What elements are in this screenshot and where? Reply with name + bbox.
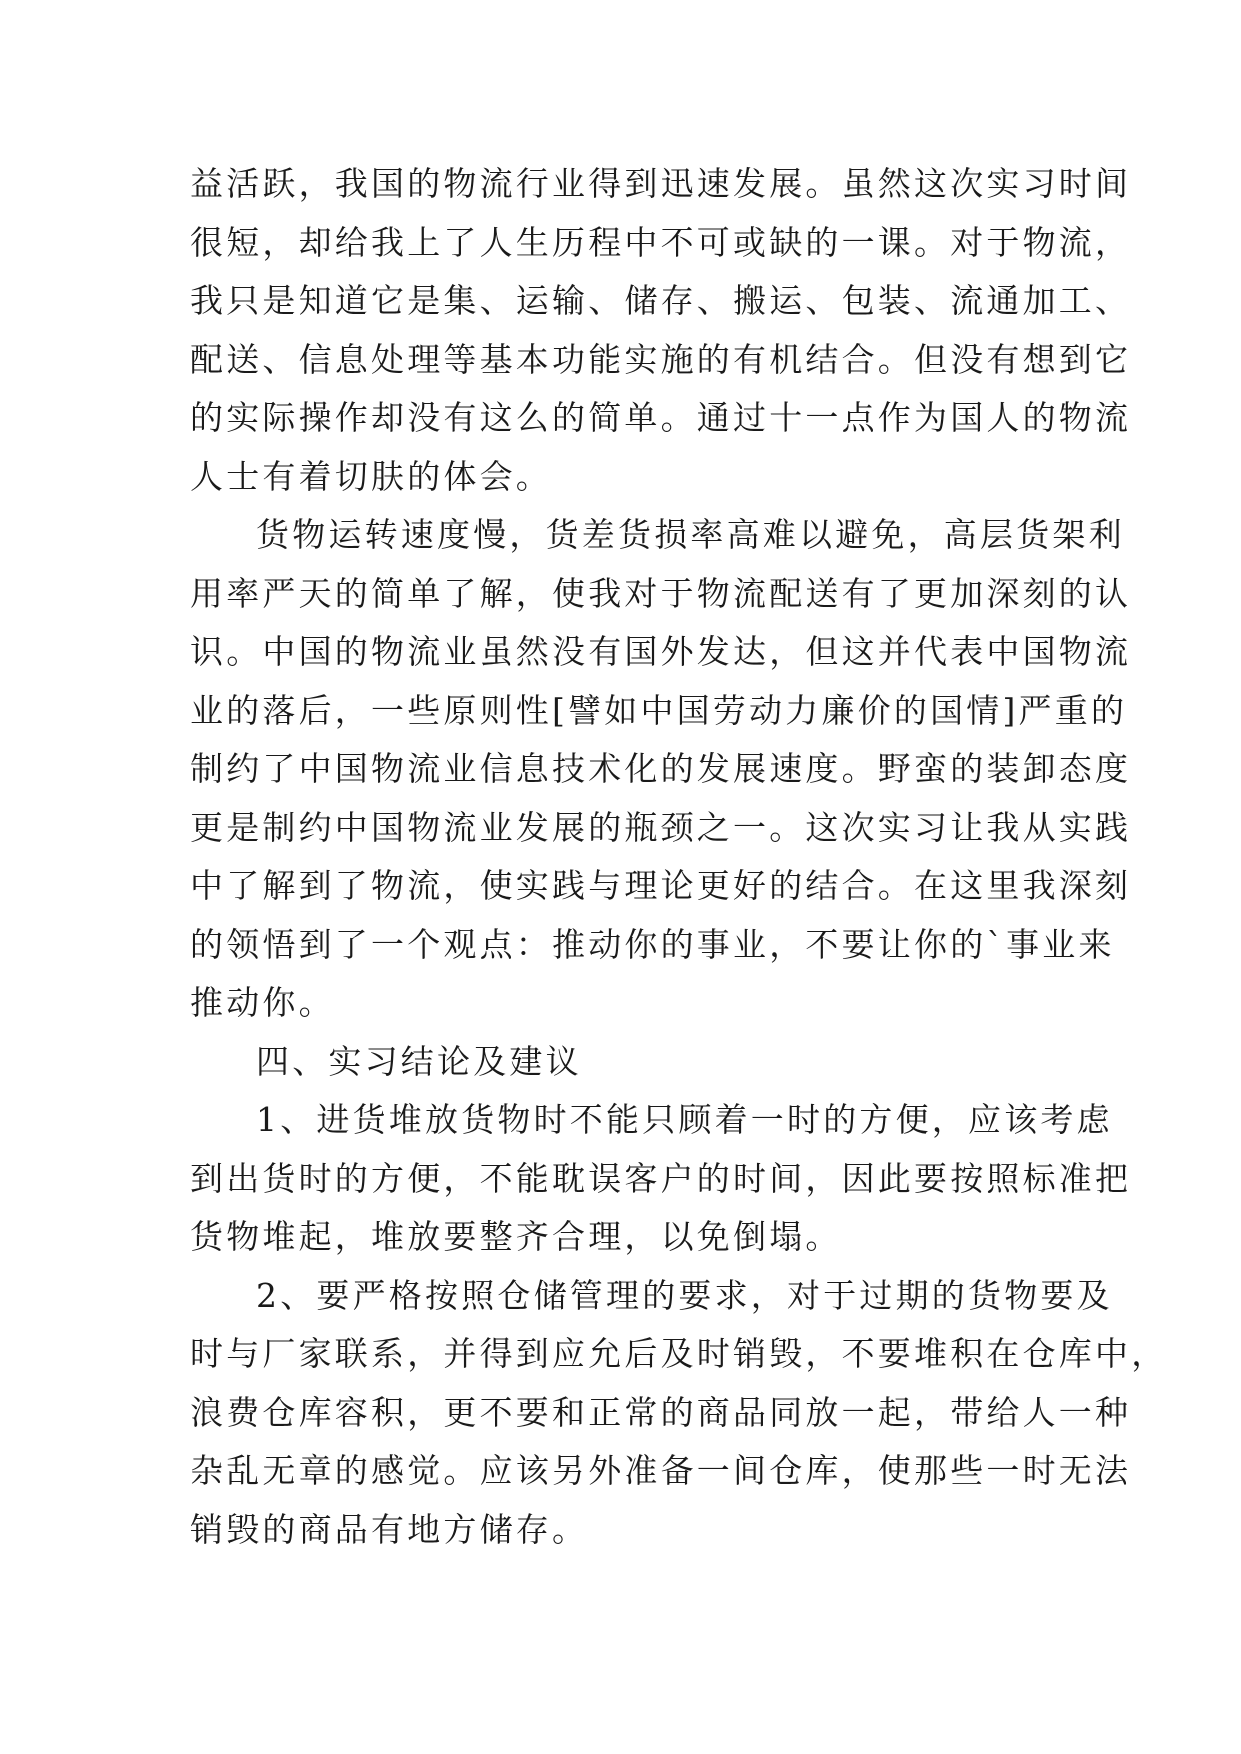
text-line: 的领悟到了一个观点：推动你的事业，不要让你的`事业来 [190,924,1115,964]
paragraph [190,1267,1168,1560]
text-line: 货物堆起，堆放要整齐合理，以免倒塌。 [190,1217,842,1256]
text-line: 货物运转速度慢，货差货损率高难以避免，高层货架利 [256,515,1125,554]
text-line: 的实际操作却没有这么的简单。通过十一点作为国人的物流 [190,398,1132,437]
text-line: 益活跃，我国的物流行业得到迅速发展。虽然这次实习时间 [190,164,1132,203]
text-line: 2、要严格按照仓储管理的要求，对于过期的货物要及 [256,1275,1113,1315]
text-line: 很短，却给我上了人生历程中不可或缺的一课。对于物流， [190,222,1132,262]
text-line: 配送、信息处理等基本功能实施的有机结合。但没有想到它 [190,339,1132,379]
text-line: 人士有着切肤的体会。 [190,456,552,496]
text-line: 浪费仓库容积，更不要和正常的商品同放一起，带给人一种 [190,1392,1132,1432]
text-line: 识。中国的物流业虽然没有国外发达，但这并代表中国物流 [190,632,1132,671]
text-line: 时与厂家联系，并得到应允后及时销毁，不要堆积在仓库中， [190,1334,1168,1373]
document-body [190,155,1168,1559]
text-line: 销毁的商品有地方储存。 [190,1509,589,1549]
paragraph [190,1091,1132,1267]
text-line: 更是制约中国物流业发展的瓶颈之一。这次实习让我从实践 [190,807,1132,847]
heading-line: 四、实习结论及建议 [256,1041,582,1081]
text-line: 用率严天的简单了解，使我对于物流配送有了更加深刻的认 [190,573,1132,613]
text-line: 到出货时的方便，不能耽误客户的时间，因此要按照标准把 [190,1158,1132,1198]
text-line: 中了解到了物流，使实践与理论更好的结合。在这里我深刻 [190,866,1132,905]
text-line: 制约了中国物流业信息技术化的发展速度。野蛮的装卸态度 [190,749,1132,788]
paragraph [190,155,1132,506]
text-line: 业的落后，一些原则性[譬如中国劳动力廉价的国情]严重的 [190,690,1128,730]
paragraph [190,506,1132,1033]
text-line: 推动你。 [190,983,335,1022]
section-heading [190,1033,1050,1092]
text-line: 1、进货堆放货物时不能只顾着一时的方便，应该考虑 [256,1100,1113,1139]
text-line: 我只是知道它是集、运输、储存、搬运、包装、流通加工、 [190,281,1132,320]
text-line: 杂乱无章的感觉。应该另外准备一间仓库，使那些一时无法 [190,1451,1132,1490]
